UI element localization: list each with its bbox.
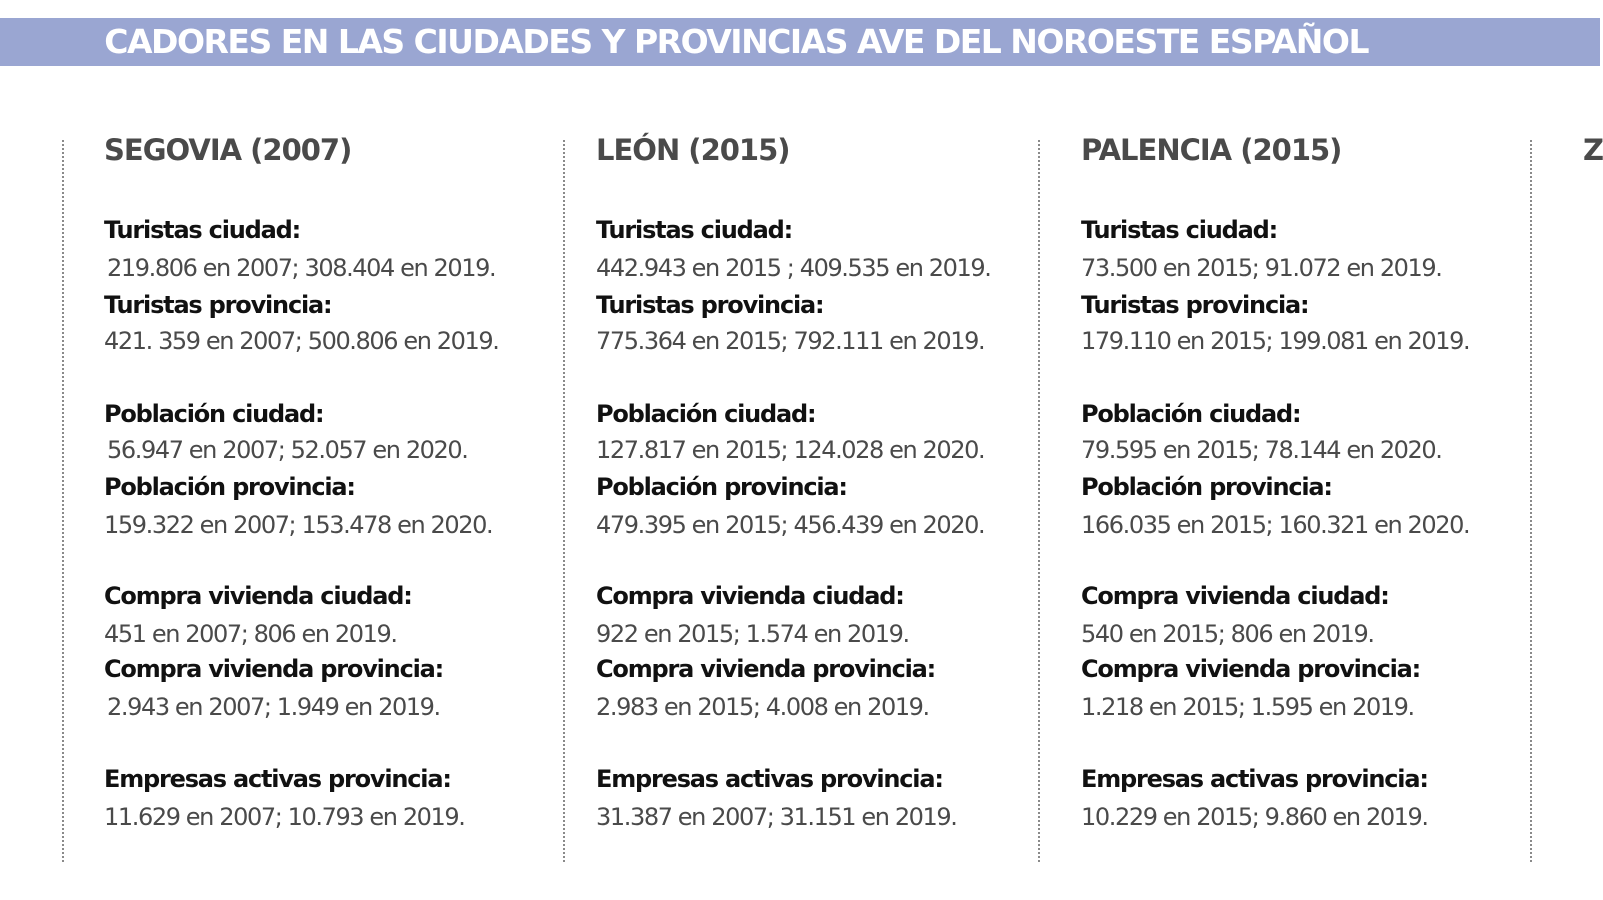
indicator-label: Compra vivienda ciudad: — [1081, 582, 1389, 610]
indicator-value: 2.983 en 2015; 4.008 en 2019. — [596, 693, 929, 721]
indicator-label: Población ciudad: — [1081, 400, 1301, 428]
indicator-label: Empresas activas provincia: — [596, 765, 943, 793]
indicator-value: 56.947 en 2007; 52.057 en 2020. — [107, 436, 468, 464]
indicator-label: Compra vivienda provincia: — [1081, 655, 1421, 683]
indicator-value: 11.629 en 2007; 10.793 en 2019. — [104, 803, 465, 831]
indicator-value: 10.229 en 2015; 9.860 en 2019. — [1081, 803, 1428, 831]
indicator-label: Empresas activas provincia: — [1081, 765, 1428, 793]
indicator-label: Población provincia: — [104, 473, 355, 501]
city-title: SEGOVIA (2007) — [104, 133, 352, 167]
column-divider — [62, 140, 64, 862]
indicator-value: 166.035 en 2015; 160.321 en 2020. — [1081, 511, 1470, 539]
city-column-segovia — [104, 0, 564, 900]
indicator-label: Turistas ciudad: — [596, 216, 792, 244]
indicator-value: 922 en 2015; 1.574 en 2019. — [596, 620, 909, 648]
indicator-value: 442.943 en 2015 ; 409.535 en 2019. — [596, 254, 991, 282]
indicator-label: Población ciudad: — [596, 400, 816, 428]
indicator-label: Compra vivienda provincia: — [104, 655, 444, 683]
city-title: PALENCIA (2015) — [1081, 133, 1342, 167]
indicator-label: Turistas provincia: — [1081, 291, 1309, 319]
city-column-palencia — [1081, 0, 1541, 900]
city-title: LEÓN (2015) — [596, 133, 790, 167]
city-column-leon — [596, 0, 1056, 900]
indicator-value: 1.218 en 2015; 1.595 en 2019. — [1081, 693, 1414, 721]
indicator-value: 79.595 en 2015; 78.144 en 2020. — [1081, 436, 1442, 464]
city-title-fragment: Z — [1583, 133, 1603, 167]
indicator-value: 775.364 en 2015; 792.111 en 2019. — [596, 327, 985, 355]
indicator-value: 479.395 en 2015; 456.439 en 2020. — [596, 511, 985, 539]
indicator-label: Población provincia: — [1081, 473, 1332, 501]
indicator-label: Compra vivienda ciudad: — [104, 582, 412, 610]
indicator-value: 2.943 en 2007; 1.949 en 2019. — [107, 693, 440, 721]
indicator-value: 127.817 en 2015; 124.028 en 2020. — [596, 436, 985, 464]
indicator-label: Turistas provincia: — [104, 291, 332, 319]
indicator-label: Población ciudad: — [104, 400, 324, 428]
indicator-value: 540 en 2015; 806 en 2019. — [1081, 620, 1374, 648]
indicator-value: 159.322 en 2007; 153.478 en 2020. — [104, 511, 493, 539]
indicator-label: Compra vivienda ciudad: — [596, 582, 904, 610]
indicator-label: Empresas activas provincia: — [104, 765, 451, 793]
indicator-label: Población provincia: — [596, 473, 847, 501]
indicator-value: 73.500 en 2015; 91.072 en 2019. — [1081, 254, 1442, 282]
indicator-label: Compra vivienda provincia: — [596, 655, 936, 683]
indicator-value: 219.806 en 2007; 308.404 en 2019. — [107, 254, 496, 282]
indicator-value: 451 en 2007; 806 en 2019. — [104, 620, 397, 648]
indicator-value: 31.387 en 2007; 31.151 en 2019. — [596, 803, 957, 831]
indicator-label: Turistas provincia: — [596, 291, 824, 319]
indicator-value: 421. 359 en 2007; 500.806 en 2019. — [104, 327, 499, 355]
indicator-label: Turistas ciudad: — [1081, 216, 1277, 244]
banner-title: CADORES EN LAS CIUDADES Y PROVINCIAS AVE DEL NOROESTE ESPAÑOL — [104, 22, 1368, 61]
indicator-value: 179.110 en 2015; 199.081 en 2019. — [1081, 327, 1470, 355]
cut-off-city-column — [1583, 0, 1603, 900]
indicator-label: Turistas ciudad: — [104, 216, 300, 244]
